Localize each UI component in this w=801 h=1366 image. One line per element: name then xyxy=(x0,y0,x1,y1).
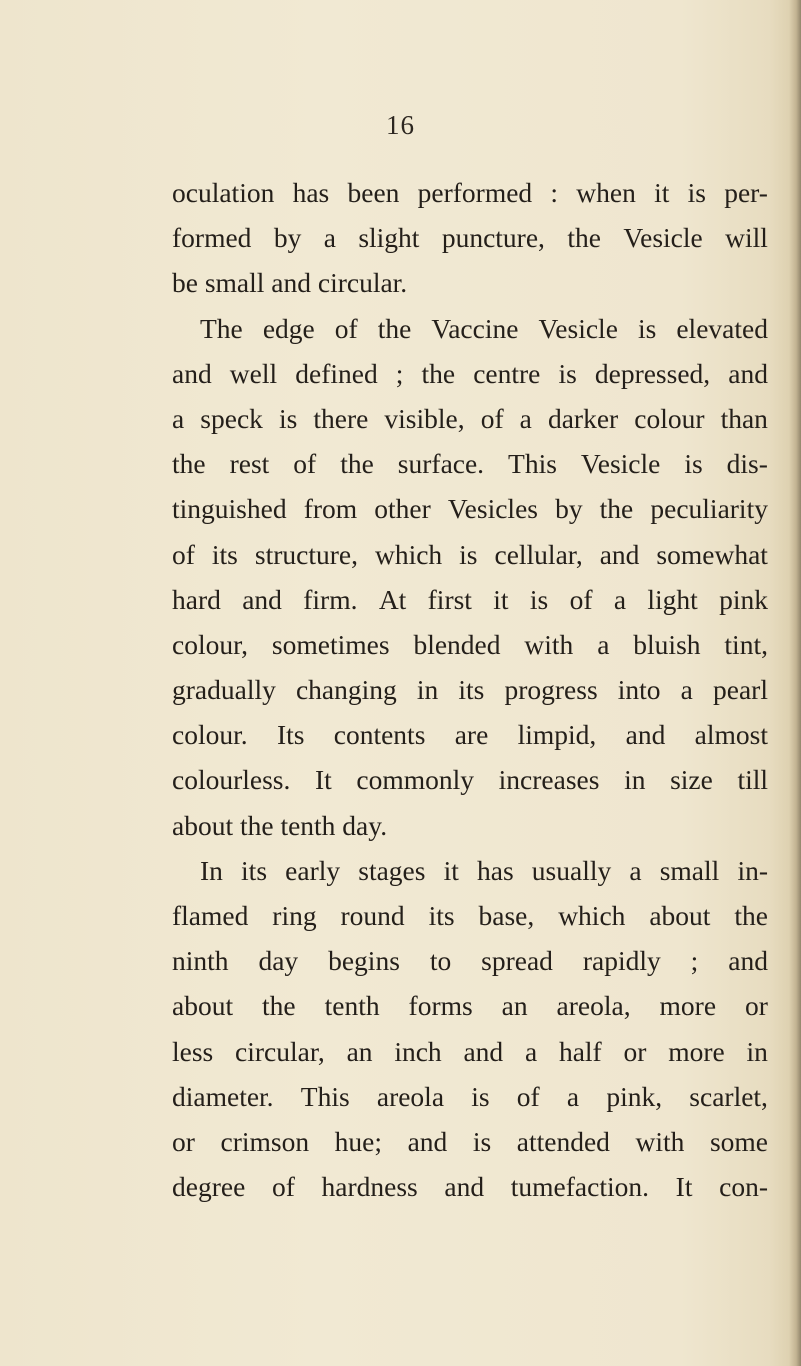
text-line: hard and firm. At first it is of a light pink xyxy=(172,583,768,615)
text-line: The edge of the Vaccine Vesicle is elevated xyxy=(200,312,768,344)
text-line: formed by a slight puncture, the Vesicle will xyxy=(172,222,768,254)
text-line: colour, sometimes blended with a bluish tint, xyxy=(172,628,768,660)
text-line: diameter. This areola is of a pink, scarlet, xyxy=(172,1080,768,1112)
text-line: colourless. It commonly increases in size till xyxy=(172,764,768,796)
text-line: about the tenth day. xyxy=(172,809,388,841)
page-edge-shadow xyxy=(789,0,801,1366)
text-line: a speck is there visible, of a darker colour than xyxy=(172,402,768,434)
text-line: be small and circular. xyxy=(172,267,408,299)
body-text xyxy=(172,170,768,1209)
text-line: or crimson hue; and is attended with some xyxy=(172,1125,768,1157)
page-number: 16 xyxy=(386,110,415,140)
text-line: the rest of the surface. This Vesicle is dis- xyxy=(172,448,768,480)
text-line: less circular, an inch and a half or more in xyxy=(172,1035,768,1067)
text-line: degree of hardness and tumefaction. It con- xyxy=(172,1171,768,1203)
text-line: ninth day begins to spread rapidly ; and xyxy=(172,945,768,977)
text-line: about the tenth forms an areola, more or xyxy=(172,990,768,1022)
text-line: In its early stages it has usually a small in- xyxy=(200,854,768,886)
text-line: and well defined ; the centre is depressed, and xyxy=(172,357,768,389)
text-line: gradually changing in its progress into a pearl xyxy=(172,674,768,706)
text-line: tinguished from other Vesicles by the peculiarity xyxy=(172,493,768,525)
text-line: of its structure, which is cellular, and somewhat xyxy=(172,538,768,570)
text-line: colour. Its contents are limpid, and almost xyxy=(172,719,768,751)
text-line: oculation has been performed : when it is per- xyxy=(172,177,768,208)
text-line: flamed ring round its base, which about the xyxy=(172,900,768,931)
